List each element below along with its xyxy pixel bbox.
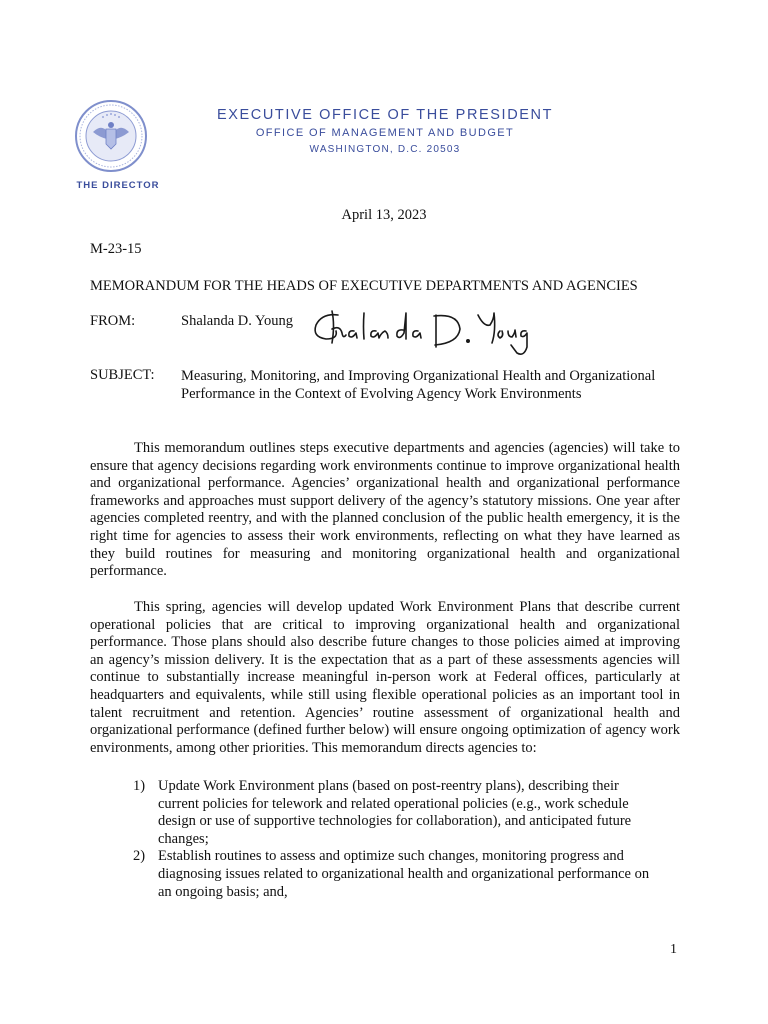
list-item-text: Update Work Environment plans (based on post-reentry plans), describing their current policies for telework and related operational policies (e.g., work schedule design or use of supportive technologies for collaboration), and anticipated future changes; — [158, 778, 632, 847]
list-item-number: 1) — [133, 778, 146, 794]
list-item — [133, 848, 653, 901]
letterhead-office-title: EXECUTIVE OFFICE OF THE PRESIDENT — [216, 107, 554, 123]
paragraph-spring-plans: This spring, agencies will develop updated Work Environment Plans that describe current operational policies that are critical to improving organizational health and organizational performance. Those plans should also describe future changes to those policies aimed at improving an agency’s mission delivery. It is the expectation that as a part of these assessments agencies will continue to substantially increase meaningful in-person work at Federal offices, particularly at headquarters and equivalents, while still using flexible operational policies as an important tool in talent recruitment and retention. Agencies’ routine assessment of organizational health and organizational performance (defined further below) will ensure ongoing optimization of agency work environments, among other priorities. This memorandum directs agencies to: — [90, 599, 680, 756]
letterhead-omb: OFFICE OF MANAGEMENT AND BUDGET — [255, 127, 515, 139]
from-name: Shalanda D. Young — [181, 313, 293, 329]
directive-list — [133, 778, 653, 901]
subject-text: Measuring, Monitoring, and Improving Organizational Health and Organizational Performance in the Context of Evolving Agency Work Environments — [181, 368, 656, 402]
memo-addressee: MEMORANDUM FOR THE HEADS OF EXECUTIVE DEPARTMENTS AND AGENCIES — [90, 278, 638, 294]
from-label: FROM: — [90, 313, 136, 329]
list-item-text: Establish routines to assess and optimize such changes, monitoring progress and diagnosing issues related to organizational health and organizational performance on an ongoing basis; and, — [158, 848, 650, 900]
signature-icon — [308, 303, 533, 361]
letterhead-address: WASHINGTON, D.C. 20503 — [309, 144, 461, 155]
list-item-number: 2) — [133, 848, 146, 865]
director-label: THE DIRECTOR — [76, 180, 160, 191]
subject-label: SUBJECT: — [90, 367, 155, 383]
memo-date: April 13, 2023 — [341, 207, 427, 223]
presidential-seal-icon — [74, 99, 148, 173]
memo-number: M-23-15 — [90, 241, 142, 257]
list-item — [133, 778, 653, 848]
paragraph-intro: This memorandum outlines steps executive departments and agencies (agencies) will take to ensure that agency decisions regarding work environments continue to improve organizational health and organizational performance. Agencies’ organizational health and organizational performance frameworks and approaches must support delivery of the agency’s statutory missions. One year after agencies completed reentry, and with the planned conclusion of the public health emergency, it is the right time for agencies to assess their work environments, reflecting on what they have learned as they build routines for measuring and monitoring organizational health and organizational performance. — [90, 440, 680, 580]
page-number: 1 — [670, 942, 677, 957]
